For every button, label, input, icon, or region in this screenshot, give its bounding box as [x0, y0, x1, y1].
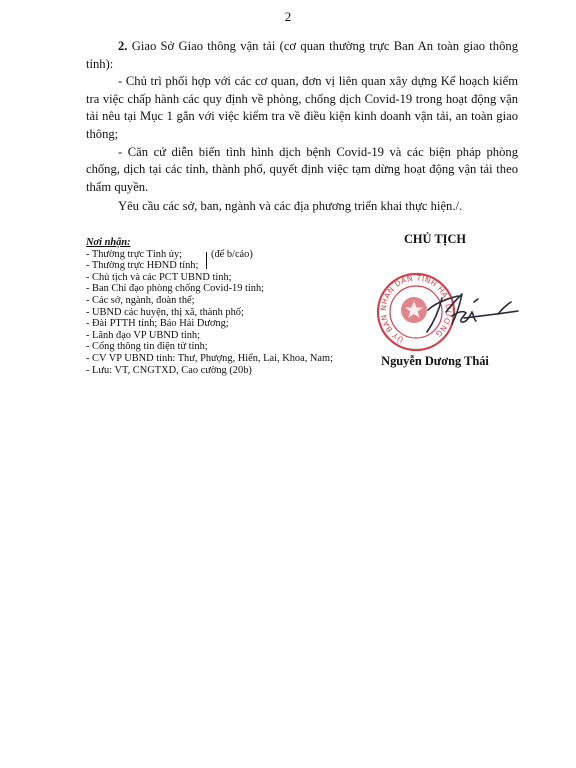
page-number: 2 [284, 9, 292, 24]
bracket-line [206, 252, 207, 269]
list-item: - Cổng thông tin điện tử tỉnh; [86, 341, 208, 353]
item-2-number: 2. [118, 39, 128, 53]
list-item: - CV VP UBND tỉnh: Thư, Phượng, Hiển, Lai, Khoa, Nam; [86, 352, 333, 364]
list-item: - Thường trực HĐND tỉnh; [86, 260, 199, 272]
official-seal-and-signature [366, 252, 526, 360]
recipients-block [86, 237, 356, 376]
bullet-1-paragraph: - Chủ trì phối hợp với các cơ quan, đơn vị liên quan xây dựng Kế hoạch kiểm tra việc chấp hành các quy định về phòng, chống dịch Covid-19 trong hoạt động vận tải nêu tại Mục 1 gắn với việc kiểm tra về điều kiện kinh doanh vận tải, an toàn giao thông; [86, 74, 518, 141]
list-item: - Lãnh đạo VP UBND tỉnh; [86, 329, 201, 341]
bracket-note: (để b/cáo) [211, 248, 253, 260]
signer-name: Nguyễn Dương Thái [381, 354, 489, 368]
list-item: - Ban Chỉ đạo phòng chống Covid-19 tỉnh; [86, 283, 265, 295]
document-body [86, 38, 518, 216]
list-item: - Chủ tịch và các PCT UBND tỉnh; [86, 271, 232, 283]
list-item: - Thường trực Tỉnh ủy; (để b/cáo) [86, 249, 356, 261]
bullet-2-paragraph: - Căn cứ diễn biến tình hình dịch bệnh Covid-19 và các biện pháp phòng chống, dịch tại các tỉnh, thành phố, quyết định việc tạm dừng hoạt động vận tải theo thẩm quyền. [86, 144, 518, 194]
item-2-paragraph [86, 38, 518, 73]
star-emblem-icon [401, 297, 427, 323]
signer-title: CHỦ TỊCH [403, 232, 467, 246]
closing-paragraph: Yêu cầu các sở, ban, ngành và các địa phương triển khai thực hiện./. [118, 199, 463, 214]
list-item: - Các sở, ngành, đoàn thể; [86, 294, 195, 306]
list-item: - Lưu: VT, CNGTXD, Cao cường (20b) [86, 364, 252, 376]
list-item: - UBND các huyện, thị xã, thành phố; [86, 306, 244, 318]
item-2-text: Giao Sở Giao thông vận tải (cơ quan thường trực Ban An toàn giao thông tỉnh): [86, 39, 518, 71]
seal-stamp [378, 273, 454, 350]
recipients-title: Nơi nhận: [86, 237, 131, 248]
list-item: - Đài PTTH tỉnh; Báo Hải Dương; [86, 318, 229, 330]
seal-text: ỦY BAN NHÂN DÂN TỈNH HẢI DƯƠNG [378, 273, 454, 345]
recipients-list [86, 249, 356, 377]
